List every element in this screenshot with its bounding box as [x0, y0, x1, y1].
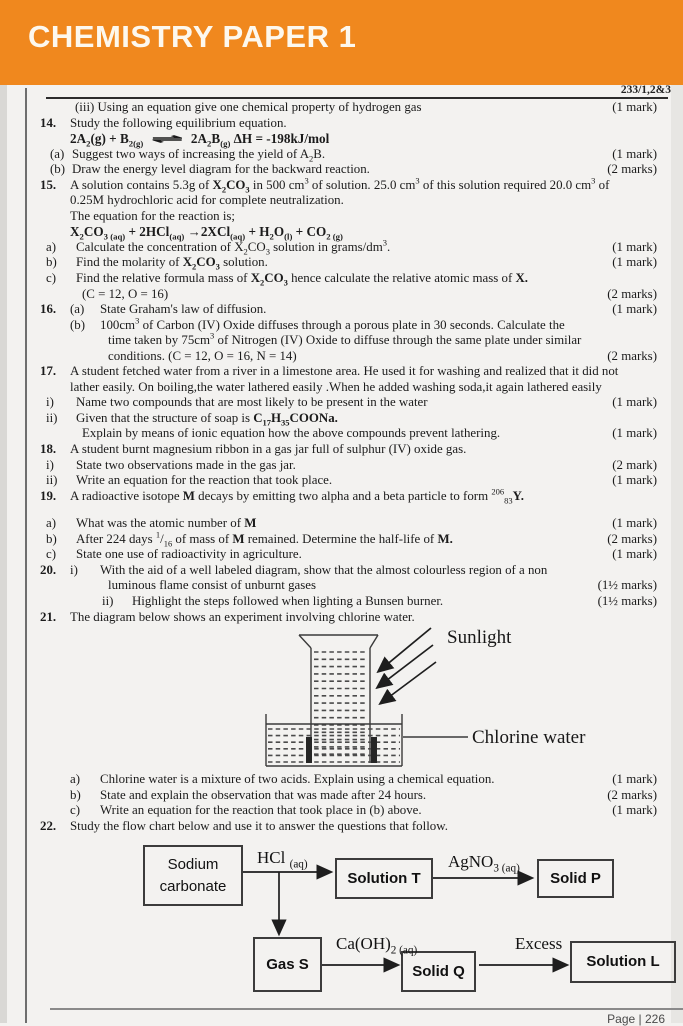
sub-label: i) — [70, 562, 78, 577]
box-solid-q — [401, 951, 476, 992]
marks: (1 mark) — [612, 473, 657, 488]
paper-code: 233/1,2&3 — [620, 84, 671, 96]
question-line — [40, 803, 657, 819]
marks: (2 marks) — [607, 286, 657, 301]
question-line — [40, 395, 657, 411]
question-line — [40, 224, 657, 243]
question-number: 17. — [40, 364, 57, 379]
box-solution-l-label: Solution L — [586, 953, 660, 971]
marks: (1 mark) — [612, 395, 657, 410]
page-number: Page | 226 — [607, 1012, 665, 1026]
question-text: $100cm^3$ of Carbon (IV) Oxide diffuses through a porous plate in 30 seconds. Calculate the — [100, 315, 565, 332]
question-text: Write an equation for the reaction that took place. — [76, 473, 333, 488]
question-text: State two observations made in the gas jar. — [76, 457, 296, 472]
question-list — [40, 100, 657, 625]
question-text: The equation for the reaction is; — [70, 208, 236, 223]
question-line — [40, 175, 657, 195]
question-text: Write an equation for the reaction that took place in (b) above. — [100, 803, 422, 818]
question-line — [40, 349, 657, 365]
question-text: Find the molarity of $X_2CO_3$ solution. — [76, 255, 268, 273]
sub-label: i) — [46, 395, 54, 410]
hcl-label: HCl $_{(aq)}$ — [257, 848, 308, 871]
question-line — [40, 547, 657, 563]
box-solution-t — [335, 858, 433, 899]
question-line — [40, 271, 657, 287]
sub-label: a) — [46, 239, 57, 254]
question-text: $X_2CO_{3 (aq)} + 2HCl_{(aq)} \to 2XCl_{(aq)} + H_2O_{(l)} + CO_{2 (g)}$ — [70, 224, 343, 243]
marks: (1 mark) — [612, 146, 657, 161]
sub-label: b) — [70, 787, 81, 802]
question-text: Highlight the steps followed when lighting a Bunsen burner. — [132, 593, 444, 608]
sub-label: b) — [46, 531, 57, 546]
question-line — [40, 610, 657, 626]
question-text: A student fetched water from a river in a limestone area. He used it for washing and realized that it did not — [70, 364, 619, 379]
question-line — [40, 237, 657, 257]
marks: (1 mark) — [612, 100, 657, 114]
question-text: State and explain the observation that was made after 24 hours. — [100, 787, 427, 802]
sub-label: c) — [46, 547, 57, 562]
question-text: time taken by $75cm^3$ of Nitrogen (IV) Oxide to diffuse through the same plate under similar — [108, 330, 582, 348]
question-text: Find the relative formula mass of $X_2CO_3$ hence calculate the relative atomic mass of X. — [76, 271, 529, 288]
apparatus-drawing — [0, 625, 683, 772]
sub-label: a) — [70, 772, 81, 786]
marks: (1 mark) — [612, 516, 657, 531]
marks: (1½ marks) — [597, 593, 657, 608]
question-number: 21. — [40, 609, 57, 624]
question-text: What was the atomic number of M — [76, 516, 257, 531]
question-list-2 — [40, 772, 657, 834]
box-sodium-carbonate-label: Sodium carbonate — [159, 855, 227, 895]
jar-liquid-dashes — [314, 652, 367, 754]
question-line — [40, 594, 657, 610]
jar-base-marks — [306, 737, 377, 763]
question-line — [40, 411, 657, 427]
question-line — [40, 819, 657, 835]
box-gas-s-label: Gas S — [266, 955, 309, 973]
sub-label: ii) — [46, 410, 58, 425]
question-number: 14. — [40, 115, 57, 130]
marks: (1 mark) — [612, 803, 657, 818]
question-line — [40, 529, 657, 549]
question-text: Chlorine water is a mixture of two acids. Explain using a chemical equation. — [100, 772, 495, 786]
sub-label: c) — [46, 271, 57, 286]
question-number: 20. — [40, 562, 57, 577]
question-line — [40, 563, 657, 579]
question-text: Name two compounds that are most likely to be present in the water — [76, 395, 428, 410]
excess-label: Excess — [515, 934, 563, 953]
page-title: CHEMISTRY PAPER 1 — [28, 19, 357, 54]
sub-label: a) — [46, 516, 57, 531]
top-rule — [46, 97, 668, 99]
question-line — [40, 209, 657, 225]
question-line — [40, 516, 657, 532]
marks: (2 marks) — [607, 162, 657, 177]
sub-label: (b) — [70, 317, 86, 332]
question-text: Calculate the concentration of $X_2CO_3$ solution in grams/$dm^3$. — [76, 237, 391, 257]
question-text: Draw the energy level diagram for the backward reaction. — [72, 162, 370, 177]
marks: (1½ marks) — [597, 578, 657, 593]
question-text: A solution contains 5.3g of $X_2CO_3$ in 500 $cm^3$ of solution. 25.0 $cm^3$ of this solution required 20.0 $cm^3$ of — [70, 175, 610, 195]
box-solid-q-label: Solid Q — [412, 962, 465, 980]
marks: (1 mark) — [612, 255, 657, 270]
marks: (1 mark) — [612, 302, 657, 317]
marks: (2 marks) — [607, 531, 657, 546]
question-line — [40, 255, 657, 271]
question-line — [40, 131, 657, 147]
bottom-rule — [50, 1008, 683, 1010]
question-line — [40, 193, 657, 209]
box-solid-p — [537, 859, 614, 898]
question-number: 19. — [40, 488, 57, 503]
question-line — [40, 442, 657, 458]
sub-label: ii) — [46, 473, 58, 488]
question-text: Given that the structure of soap is $C_{17}H_{35}COONa$. — [76, 410, 338, 428]
question-line — [40, 380, 657, 396]
question-text: lather easily. On boiling,the water lathered easily .When he added washing soda,it again lathered easily — [70, 379, 602, 394]
question-line — [40, 458, 657, 474]
sunlight-arrows — [378, 628, 436, 703]
question-text: A student burnt magnesium ribbon in a gas jar full of sulphur (IV) oxide gas. — [70, 442, 467, 457]
question-text: With the aid of a well labeled diagram, show that the almost colourless region of a non — [100, 562, 548, 577]
question-text: $2A_2(g) + B_{2(g)}$ ⇌ $2A_2B_{(g)}$ ΔH = -198kJ/mol — [70, 131, 330, 149]
question-text: State one use of radioactivity in agriculture. — [76, 547, 302, 562]
app-header — [0, 0, 683, 85]
sub-label: ii) — [102, 593, 114, 608]
question-text: conditions. (C = 12, O = 16, N = 14) — [108, 348, 297, 363]
question-number: 16. — [40, 302, 57, 317]
marks: (2 mark) — [612, 457, 657, 472]
box-solution-t-label: Solution T — [347, 869, 421, 887]
box-sodium-carbonate — [143, 845, 243, 906]
marks: (1 mark) — [612, 426, 657, 441]
sub-label: (a) — [70, 302, 85, 317]
sunlight-label: Sunlight — [447, 627, 512, 648]
sub-label: (a) — [50, 146, 65, 161]
question-text: luminous flame consist of unburnt gases — [108, 578, 317, 593]
question-line — [40, 315, 657, 334]
sub-label: b) — [46, 255, 57, 270]
question-number: 22. — [40, 818, 57, 833]
sub-label: (b) — [50, 162, 66, 177]
box-gas-s — [253, 937, 322, 992]
question-text: (C = 12, O = 16) — [82, 286, 169, 301]
box-solid-p-label: Solid P — [550, 869, 601, 887]
question-text: Suggest two ways of increasing the yield of $A_2B$. — [72, 146, 326, 164]
question-line — [40, 147, 657, 163]
question-text: Study the following equilibrium equation. — [70, 115, 287, 130]
question-text: (iii) Using an equation give one chemical property of hydrogen gas — [75, 100, 422, 114]
flow-chart — [0, 840, 683, 1005]
question-text: Study the flow chart below and use it to answer the questions that follow. — [70, 818, 448, 833]
question-line — [40, 364, 657, 380]
question-text: The diagram below shows an experiment involving chlorine water. — [70, 609, 415, 624]
trough-liquid-dashes — [268, 729, 400, 762]
question-number: 18. — [40, 442, 57, 457]
question-line — [40, 486, 657, 506]
question-text: Explain by means of ionic equation how the above compounds prevent lathering. — [82, 426, 501, 441]
question-line — [40, 426, 657, 442]
marks: (2 marks) — [607, 787, 657, 802]
question-number: 15. — [40, 177, 57, 192]
marks: (1 mark) — [612, 239, 657, 254]
question-text: A radioactive isotope M decays by emitting two alpha and a beta particle to form $^{206}_{83}$Y. — [70, 486, 524, 506]
question-line — [40, 100, 657, 116]
box-solution-l — [570, 941, 676, 983]
question-line — [40, 162, 657, 178]
marks: (2 marks) — [607, 348, 657, 363]
question-line — [40, 302, 657, 318]
sub-label: c) — [70, 803, 81, 818]
caoh2-label: $Ca(OH)_{2 (aq)}$ — [336, 934, 418, 957]
marks: (1 mark) — [612, 772, 657, 786]
question-text: After 224 days $^1/_{16}$ of mass of M remained. Determine the half-life of M. — [76, 529, 453, 549]
marks: (1 mark) — [612, 547, 657, 562]
chlorine-water-label: Chlorine water — [472, 727, 586, 748]
chlorine-experiment-diagram — [0, 625, 683, 772]
question-line — [40, 116, 657, 132]
question-text: 0.25M hydrochloric acid for complete neutralization. — [70, 193, 344, 208]
trough — [266, 714, 402, 766]
question-line — [40, 473, 657, 489]
agno3-label: AgNO$_{3 (aq)}$ — [448, 852, 520, 875]
question-text: State Graham's law of diffusion. — [100, 302, 267, 317]
question-line — [40, 287, 657, 303]
question-line — [40, 578, 657, 594]
question-line — [40, 330, 657, 349]
sub-label: i) — [46, 457, 54, 472]
question-line — [40, 788, 657, 804]
question-line — [40, 772, 657, 788]
